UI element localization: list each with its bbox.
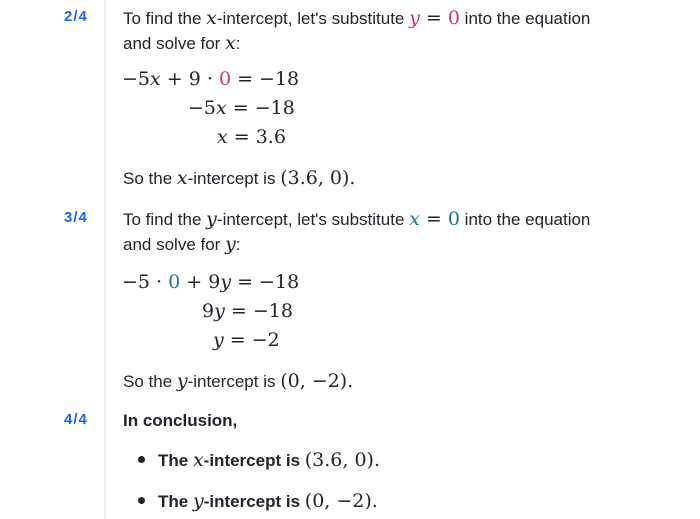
math-var: x bbox=[216, 97, 227, 119]
math-var: x bbox=[150, 68, 161, 90]
math: −5 · bbox=[122, 271, 169, 293]
math-var: x bbox=[206, 7, 217, 29]
bullet-dot bbox=[138, 497, 145, 504]
bullet-dot bbox=[138, 456, 145, 463]
math-point: (3.6, 0). bbox=[280, 167, 356, 189]
equation-line bbox=[202, 299, 293, 323]
text: into the equation bbox=[459, 9, 591, 28]
text: So the bbox=[123, 169, 177, 188]
math-var: x bbox=[217, 126, 228, 148]
math-value: 0 bbox=[447, 208, 460, 230]
math-var: x bbox=[192, 449, 204, 471]
step-timeline-rail bbox=[104, 0, 106, 519]
math-var: y bbox=[213, 329, 224, 351]
text: So the bbox=[123, 372, 177, 391]
step-number: 3/4 bbox=[64, 209, 88, 226]
math-var: x bbox=[409, 208, 420, 230]
math: = −18 bbox=[231, 271, 300, 293]
math-point: (3.6, 0). bbox=[304, 449, 381, 471]
text: -intercept is bbox=[187, 169, 281, 188]
text: and solve for bbox=[123, 34, 226, 53]
math-value: 0 bbox=[168, 271, 181, 293]
math: + 9 bbox=[180, 271, 221, 293]
text: -intercept, let's substitute bbox=[216, 210, 410, 229]
equation-line bbox=[213, 328, 280, 352]
math: 9 bbox=[202, 300, 215, 322]
text: To find the bbox=[123, 9, 207, 28]
math: + 9 · bbox=[160, 68, 219, 90]
math: = −18 bbox=[226, 97, 295, 119]
equation-line bbox=[188, 96, 295, 120]
math-var: y bbox=[214, 300, 225, 322]
math: = −2 bbox=[223, 329, 280, 351]
math: = −18 bbox=[224, 300, 293, 322]
text: : bbox=[235, 235, 241, 254]
math: = −18 bbox=[231, 68, 300, 90]
step-intro bbox=[123, 207, 590, 257]
step-conclusion bbox=[123, 369, 353, 394]
equation-line bbox=[217, 125, 286, 149]
math-var: y bbox=[206, 208, 217, 230]
math-var: y bbox=[176, 370, 188, 392]
math-op: = bbox=[419, 7, 448, 29]
math: −5 bbox=[188, 97, 217, 119]
equation-line bbox=[122, 67, 299, 91]
math-var: y bbox=[225, 233, 236, 255]
text: The bbox=[158, 492, 193, 511]
bullet-item bbox=[158, 448, 380, 473]
text: -intercept is bbox=[203, 492, 305, 511]
math: −5 bbox=[122, 68, 151, 90]
math-value: 0 bbox=[218, 68, 232, 90]
math-var: y bbox=[192, 490, 204, 512]
bullet-item bbox=[158, 489, 378, 514]
step-number: 2/4 bbox=[64, 8, 88, 25]
text: and solve for bbox=[123, 235, 226, 254]
text: into the equation bbox=[459, 210, 591, 229]
math-var: x bbox=[225, 32, 236, 54]
step-number: 4/4 bbox=[64, 411, 88, 428]
equation-line bbox=[122, 270, 299, 294]
math-value: 0 bbox=[447, 7, 460, 29]
math-point: (0, −2). bbox=[280, 370, 354, 392]
math-op: = bbox=[419, 208, 448, 230]
text: : bbox=[235, 34, 241, 53]
text: To find the bbox=[123, 210, 207, 229]
step-conclusion bbox=[123, 166, 355, 191]
text: The bbox=[158, 451, 193, 470]
step-intro bbox=[123, 6, 590, 56]
conclusion-heading: In conclusion, bbox=[123, 411, 238, 430]
math-point: (0, −2). bbox=[304, 490, 378, 512]
math: = 3.6 bbox=[227, 126, 286, 148]
text: -intercept is bbox=[187, 372, 281, 391]
text: -intercept, let's substitute bbox=[216, 9, 410, 28]
math-var: y bbox=[409, 7, 420, 29]
math-var: y bbox=[220, 271, 232, 293]
text: -intercept is bbox=[203, 451, 305, 470]
math-var: x bbox=[176, 167, 188, 189]
